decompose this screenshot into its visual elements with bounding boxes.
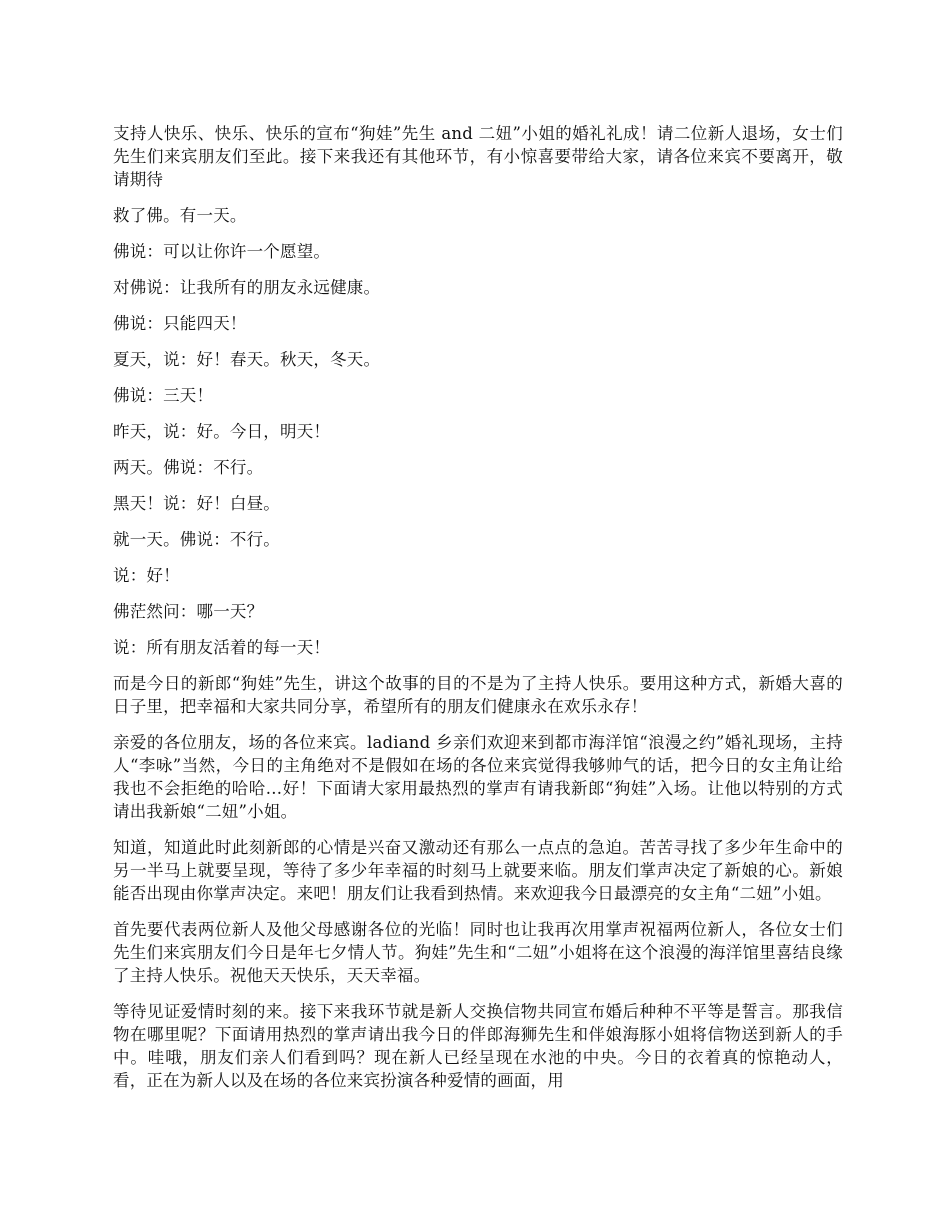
paragraph-1: 支持人快乐、快乐、快乐的宣布“狗娃”先生 and 二妞”小姐的婚礼礼成！请二位新人退场，女士们先生们来宾朋友们至此。接下来我还有其他环节，有小惊喜要带给大家，请各位来宾不要离开，敬请期待 xyxy=(113,124,843,189)
paragraph-5: 佛说：只能四天！ xyxy=(113,314,247,333)
paragraph-12: 说：好！ xyxy=(113,566,180,585)
paragraph-3: 佛说：可以让你许一个愿望。 xyxy=(113,242,331,261)
paragraph-19: 等待见证爱情时刻的来。接下来我环节就是新人交换信物共同宣布婚后种种不平等是誓言。那我信物在哪里呢？下面请用热烈的掌声请出我今日的伴郎海狮先生和伴娘海豚小姐将信物送到新人的手中。哇哦，朋友们亲人们看到吗？现在新人已经呈现在水池的中央。今日的衣着真的惊艳动人，看，正在为新人以及在场的各位来宾扮演各种爱情的画面，用 xyxy=(113,1002,843,1090)
paragraph-17: 知道，知道此时此刻新郎的心情是兴奋又激动还有那么一点点的急迫。苦苦寻找了多少年生命中的另一半马上就要呈现，等待了多少年幸福的时刻马上就要来临。朋友们掌声决定了新娘的心。新娘能否出现由你掌声决定。来吧！朋友们让我看到热情。来欢迎我今日最漂亮的女主角“二妞”小姐。 xyxy=(113,838,843,903)
paragraph-7: 佛说：三天！ xyxy=(113,386,214,405)
paragraph-4: 对佛说：让我所有的朋友永远健康。 xyxy=(113,278,381,297)
paragraph-6: 夏天，说：好！春天。秋天，冬天。 xyxy=(113,350,381,369)
paragraph-8: 昨天，说：好。今日，明天！ xyxy=(113,422,331,441)
paragraph-15: 而是今日的新郎“狗娃”先生，讲这个故事的目的不是为了主持人快乐。要用这种方式，新婚大喜的日子里，把幸福和大家共同分享，希望所有的朋友们健康永在欢乐永存！ xyxy=(113,674,843,716)
paragraph-9: 两天。佛说：不行。 xyxy=(113,458,264,477)
paragraph-13: 佛茫然问：哪一天？ xyxy=(113,602,264,621)
paragraph-14: 说：所有朋友活着的每一天！ xyxy=(113,638,331,657)
document-body xyxy=(113,122,843,1105)
paragraph-10: 黑天！说：好！白昼。 xyxy=(113,494,280,513)
paragraph-18: 首先要代表两位新人及他父母感谢各位的光临！同时也让我再次用掌声祝福两位新人，各位女士们先生们来宾朋友们今日是年七夕情人节。狗娃”先生和“二妞”小姐将在这个浪漫的海洋馆里喜结良缘了主持人快乐。祝他天天快乐，天天幸福。 xyxy=(113,920,843,985)
paragraph-11: 就一天。佛说：不行。 xyxy=(113,530,280,549)
paragraph-16: 亲爱的各位朋友，场的各位来宾。ladiand 乡亲们欢迎来到都市海洋馆“浪漫之约”婚礼现场，主持人“李咏”当然，今日的主角绝对不是假如在场的各位来宾觉得我够帅气的话，把今日的女主角让给我也不会拒绝的哈哈…好！下面请大家用最热烈的掌声有请我新郎“狗娃”入场。让他以特别的方式请出我新娘“二妞”小姐。 xyxy=(113,733,843,821)
paragraph-2: 救了佛。有一天。 xyxy=(113,206,247,225)
